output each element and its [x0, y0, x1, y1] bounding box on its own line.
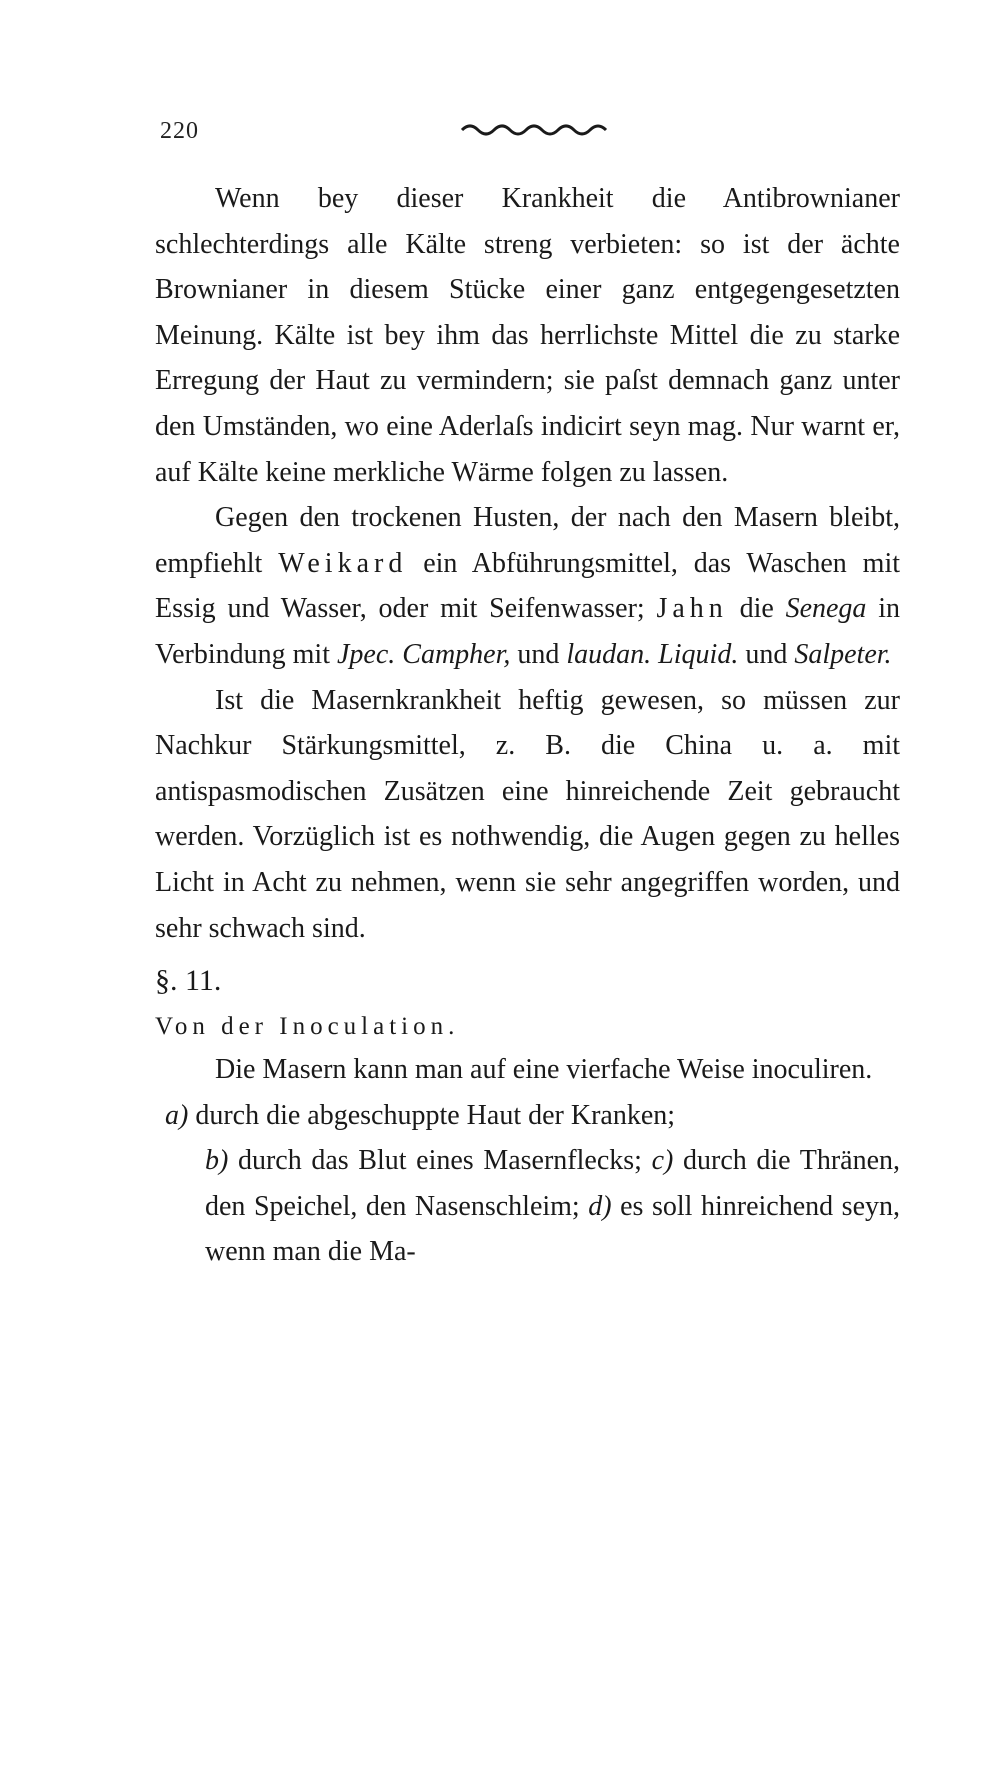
list-item-a — [155, 1093, 900, 1139]
text-span: ein Abführungsmittel, das Waschen mit Essig und Wasser, oder mit Seifenwasser; — [155, 547, 901, 625]
ornament-icon — [460, 118, 610, 140]
body-text — [155, 176, 900, 1275]
text-span: und — [510, 638, 567, 670]
item-text-d: es soll hinreichend seyn, wenn man die Ma- — [205, 1190, 900, 1268]
author-name-jahn: Jahn — [656, 593, 728, 625]
paragraph-cough-remedies — [155, 495, 900, 677]
item-label-c: c) — [651, 1145, 674, 1177]
item-text-b: durch das Blut eines Masernflecks; — [228, 1145, 652, 1177]
text-span: in Verbindung mit — [155, 593, 900, 670]
list-item-b-c-d — [155, 1138, 900, 1275]
author-name-weikard: Weikard — [278, 547, 408, 579]
item-label-d: d) — [588, 1190, 612, 1222]
section-subtitle: Von der Inoculation. — [155, 1013, 460, 1041]
text-span: und — [738, 638, 795, 670]
text-span: die — [727, 593, 786, 625]
paragraph-cold-therapy: Wenn bey dieser Krankheit die Antibrownianer schlechterdings alle Kälte streng verbieten: so ist der ächte Brownianer in diesem Stücke einer ganz entgegengesetzten Meinung. Kälte ist bey ihm das herrlichste Mittel die zu starke Erregung der Haut zu vermindern; sie paſst demnach ganz unter den Umständen, wo eine Aderlaſs indicirt seyn mag. Nur warnt er, auf Kälte keine merkliche Wärme folgen zu lassen. — [155, 183, 900, 488]
remedy-senega: Senega — [785, 593, 867, 625]
remedy-laudanum: laudan. Liquid. — [566, 638, 739, 670]
item-label-b: b) — [205, 1145, 229, 1177]
item-label-a: a) — [165, 1099, 189, 1131]
paragraph-aftercare: Ist die Masernkrankheit heftig gewesen, so müssen zur Nachkur Stärkungsmittel, z. B. die China u. a. mit antispasmodischen Zusätzen eine hinreichende Zeit gebraucht werden. Vorzüglich ist es nothwendig, die Augen gegen zu helles Licht in Acht zu nehmen, wenn sie sehr angegriffen worden, und sehr schwach sind. — [155, 684, 900, 944]
text-span: Gegen den trockenen Husten, der nach den Masern bleibt, empfiehlt — [155, 502, 900, 579]
remedy-salpeter: Salpeter. — [794, 638, 892, 670]
remedy-jpec-campher: Jpec. Campher, — [337, 638, 511, 670]
item-text-c: durch die Thränen, den Speichel, den Nasenschleim; — [205, 1145, 900, 1222]
section-heading: §. 11. — [155, 964, 222, 998]
page-number: 220 — [160, 118, 199, 144]
item-text-a: durch die abgeschuppte Haut der Kranken; — [188, 1099, 676, 1131]
paragraph-inoculation-intro: Die Masern kann man auf eine vierfache Weise inoculiren. — [215, 1054, 873, 1086]
